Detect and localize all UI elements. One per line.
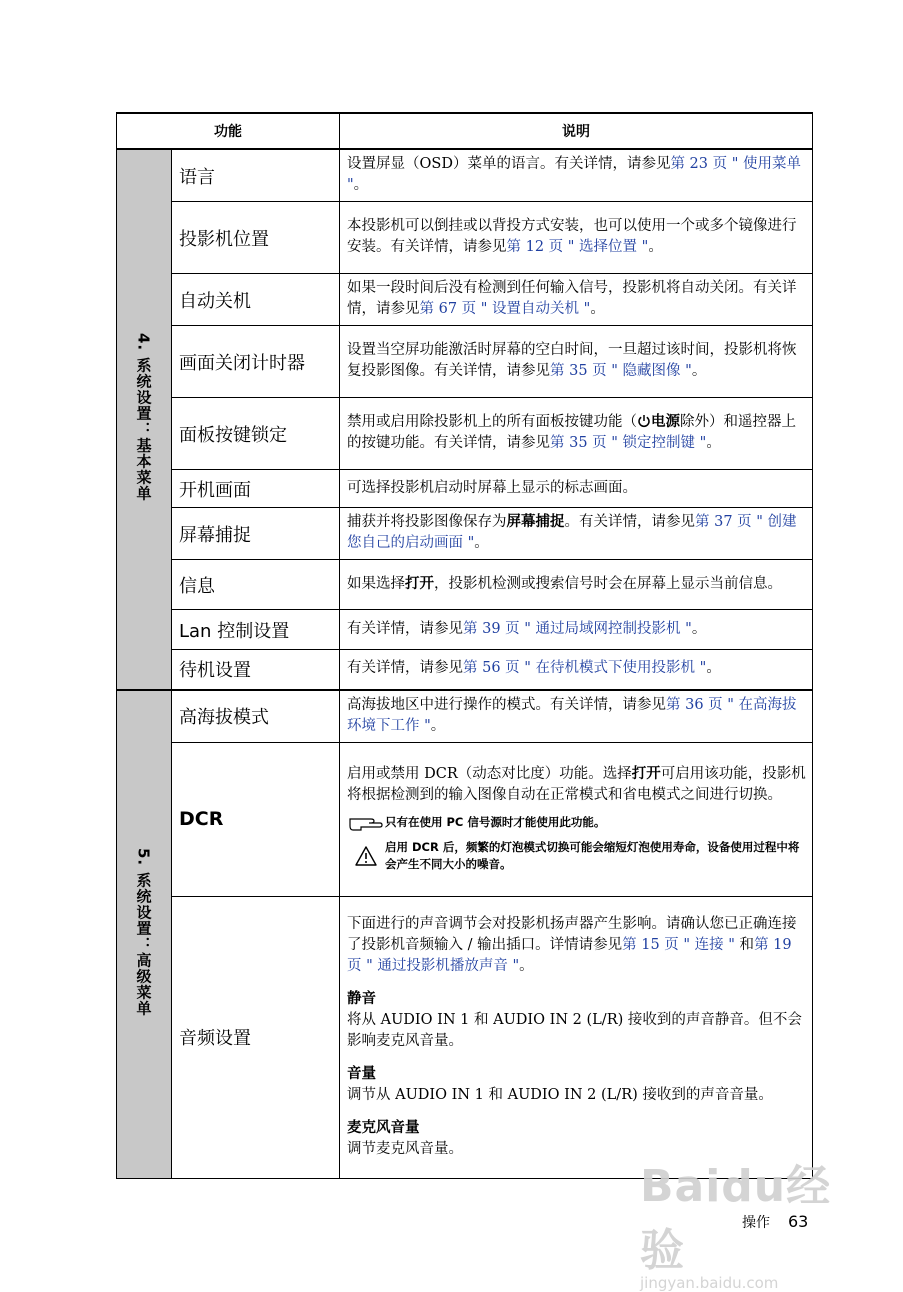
- page-link[interactable]: 第 56 页 " 在待机模式下使用投影机 ": [463, 660, 707, 677]
- page-link[interactable]: 第 23 页 " 使用菜单 ": [347, 156, 802, 193]
- description-language: 设置屏显（OSD）菜单的语言。有关详情，请参见第 23 页 " 使用菜单 "。: [340, 149, 813, 202]
- description-high-altitude: 高海拔地区中进行操作的模式。有关详情，请参见第 36 页 " 在高海拔环境下工作 "。: [340, 690, 813, 743]
- page-link[interactable]: 第 67 页 " 设置自动关机 ": [419, 301, 591, 317]
- warning-icon: [355, 846, 377, 866]
- function-dcr: DCR: [172, 742, 340, 896]
- footer-section: 操作: [742, 1215, 770, 1231]
- description-projector-position: 本投影机可以倒挂或以背投方式安装，也可以使用一个或多个镜像进行安装。有关详情，请参见第 12 页 " 选择位置 "。: [340, 202, 813, 274]
- power-icon: [637, 414, 651, 428]
- category-advanced: 5. 系统设置：高级菜单: [117, 690, 172, 1179]
- function-language: 语言: [172, 149, 340, 202]
- page-link[interactable]: 第 36 页 " 在高海拔环境下工作 ": [347, 696, 797, 734]
- watermark-brand: Baidu经验: [640, 1161, 832, 1276]
- table-row: [117, 398, 813, 470]
- function-standby: 待机设置: [172, 650, 340, 690]
- description-panel-key-lock: 禁用或启用除投影机上的所有面板按键功能（ 电源除外）和遥控器上的按键功能。有关详情，请参见第 35 页 " 锁定控制键 "。: [340, 398, 813, 470]
- function-blank-timer: 画面关闭计时器: [172, 326, 340, 398]
- table-row: [117, 202, 813, 274]
- mic-volume-title: 麦克风音量: [347, 1119, 420, 1136]
- settings-table: [116, 112, 813, 1179]
- function-lan-control: Lan 控制设置: [172, 610, 340, 650]
- description-audio-settings: 下面进行的声音调节会对投影机扬声器产生影响。请确认您已正确连接了投影机音频输入 / 输出插口。详情请参见第 15 页 " 连接 " 和第 19 页 " 通过投影机播放声音 "。 静音 将从 AUDIO IN 1 和 AUDIO IN 2 (L/R) 接收到的声音静音。但不会影响麦克风音量。 音量 调节从 AUDIO IN 1 和 AUDIO IN 2 (L/R) 接收到的声音音量。 麦克风音量 调节麦克风音量。: [340, 896, 813, 1178]
- dcr-warning: 启用 DCR 后，频繁的灯泡模式切换可能会缩短灯泡使用寿命，设备使用过程中将会产生不同大小的噪音。: [347, 839, 806, 873]
- function-high-altitude: 高海拔模式: [172, 690, 340, 743]
- function-screen-capture: 屏幕捕捉: [172, 508, 340, 560]
- table-row: [117, 650, 813, 690]
- description-auto-off: 如果一段时间后没有检测到任何输入信号，投影机将自动关闭。有关详情，请参见第 67 页 " 设置自动关机 "。: [340, 274, 813, 326]
- description-information: 如果选择打开，投影机检测或搜索信号时会在屏幕上显示当前信息。: [340, 560, 813, 610]
- table-row: [117, 560, 813, 610]
- category-basic: 4. 系统设置：基本菜单: [117, 149, 172, 690]
- table-row: [117, 508, 813, 560]
- table-header: [117, 113, 813, 149]
- table-row: [117, 470, 813, 508]
- description-blank-timer: 设置当空屏功能激活时屏幕的空白时间，一旦超过该时间，投影机将恢复投影图像。有关详情，请参见第 35 页 " 隐藏图像 "。: [340, 326, 813, 398]
- page-link[interactable]: 第 35 页 " 锁定控制键 ": [550, 435, 707, 451]
- description-splash-screen: 可选择投影机启动时屏幕上显示的标志画面。: [340, 470, 813, 508]
- page-link[interactable]: 第 39 页 " 通过局域网控制投影机 ": [463, 620, 692, 637]
- watermark: [640, 1150, 850, 1292]
- hand-note-icon: [349, 815, 383, 831]
- volume-title: 音量: [347, 1065, 376, 1082]
- description-standby: 有关详情，请参见第 56 页 " 在待机模式下使用投影机 "。: [340, 650, 813, 690]
- page-link[interactable]: 第 12 页 " 选择位置 ": [506, 239, 649, 255]
- function-audio-settings: 音频设置: [172, 896, 340, 1178]
- page-number: 63: [788, 1212, 809, 1231]
- table-row: [117, 610, 813, 650]
- table-row: [117, 742, 813, 896]
- function-splash-screen: 开机画面: [172, 470, 340, 508]
- table-row: [117, 274, 813, 326]
- volume-text: 调节从 AUDIO IN 1 和 AUDIO IN 2 (L/R) 接收到的声音音量。: [347, 1086, 773, 1103]
- table-row: [117, 896, 813, 1178]
- description-lan-control: 有关详情，请参见第 39 页 " 通过局域网控制投影机 "。: [340, 610, 813, 650]
- page-link[interactable]: 第 37 页 " 创建您自己的启动画面 ": [347, 514, 797, 551]
- description-screen-capture: 捕获并将投影图像保存为屏幕捕捉。有关详情，请参见第 37 页 " 创建您自己的启动画面 "。: [340, 508, 813, 560]
- page-link[interactable]: 第 15 页 " 连接 ": [622, 936, 735, 953]
- mic-volume-text: 调节麦克风音量。: [347, 1140, 463, 1157]
- page-footer: [742, 1212, 808, 1232]
- table-row: [117, 149, 813, 202]
- header-description: 说明: [340, 113, 813, 149]
- header-function: 功能: [117, 113, 340, 149]
- page-link[interactable]: 第 19 页 " 通过投影机播放声音 ": [347, 936, 792, 974]
- mute-title: 静音: [347, 990, 376, 1007]
- dcr-note: 只有在使用 PC 信号源时才能使用此功能。: [347, 814, 806, 831]
- table-row: [117, 326, 813, 398]
- mute-text: 将从 AUDIO IN 1 和 AUDIO IN 2 (L/R) 接收到的声音静音。但不会影响麦克风音量。: [347, 1011, 802, 1049]
- function-projector-position: 投影机位置: [172, 202, 340, 274]
- description-dcr: 启用或禁用 DCR（动态对比度）功能。选择打开可启用该功能，投影机将根据检测到的输入图像自动在正常模式和省电模式之间进行切换。 只有在使用 PC 信号源时才能使用此功能。 启用 DCR 后，频繁的灯泡模式切换可能会缩短灯泡使用寿命，设备使用过程中将会产生不同大小的噪音。: [340, 742, 813, 896]
- function-auto-off: 自动关机: [172, 274, 340, 326]
- function-panel-key-lock: 面板按键锁定: [172, 398, 340, 470]
- function-information: 信息: [172, 560, 340, 610]
- table-row: [117, 690, 813, 743]
- watermark-url: jingyan.baidu.com: [640, 1274, 779, 1292]
- page-link[interactable]: 第 35 页 " 隐藏图像 ": [550, 363, 692, 379]
